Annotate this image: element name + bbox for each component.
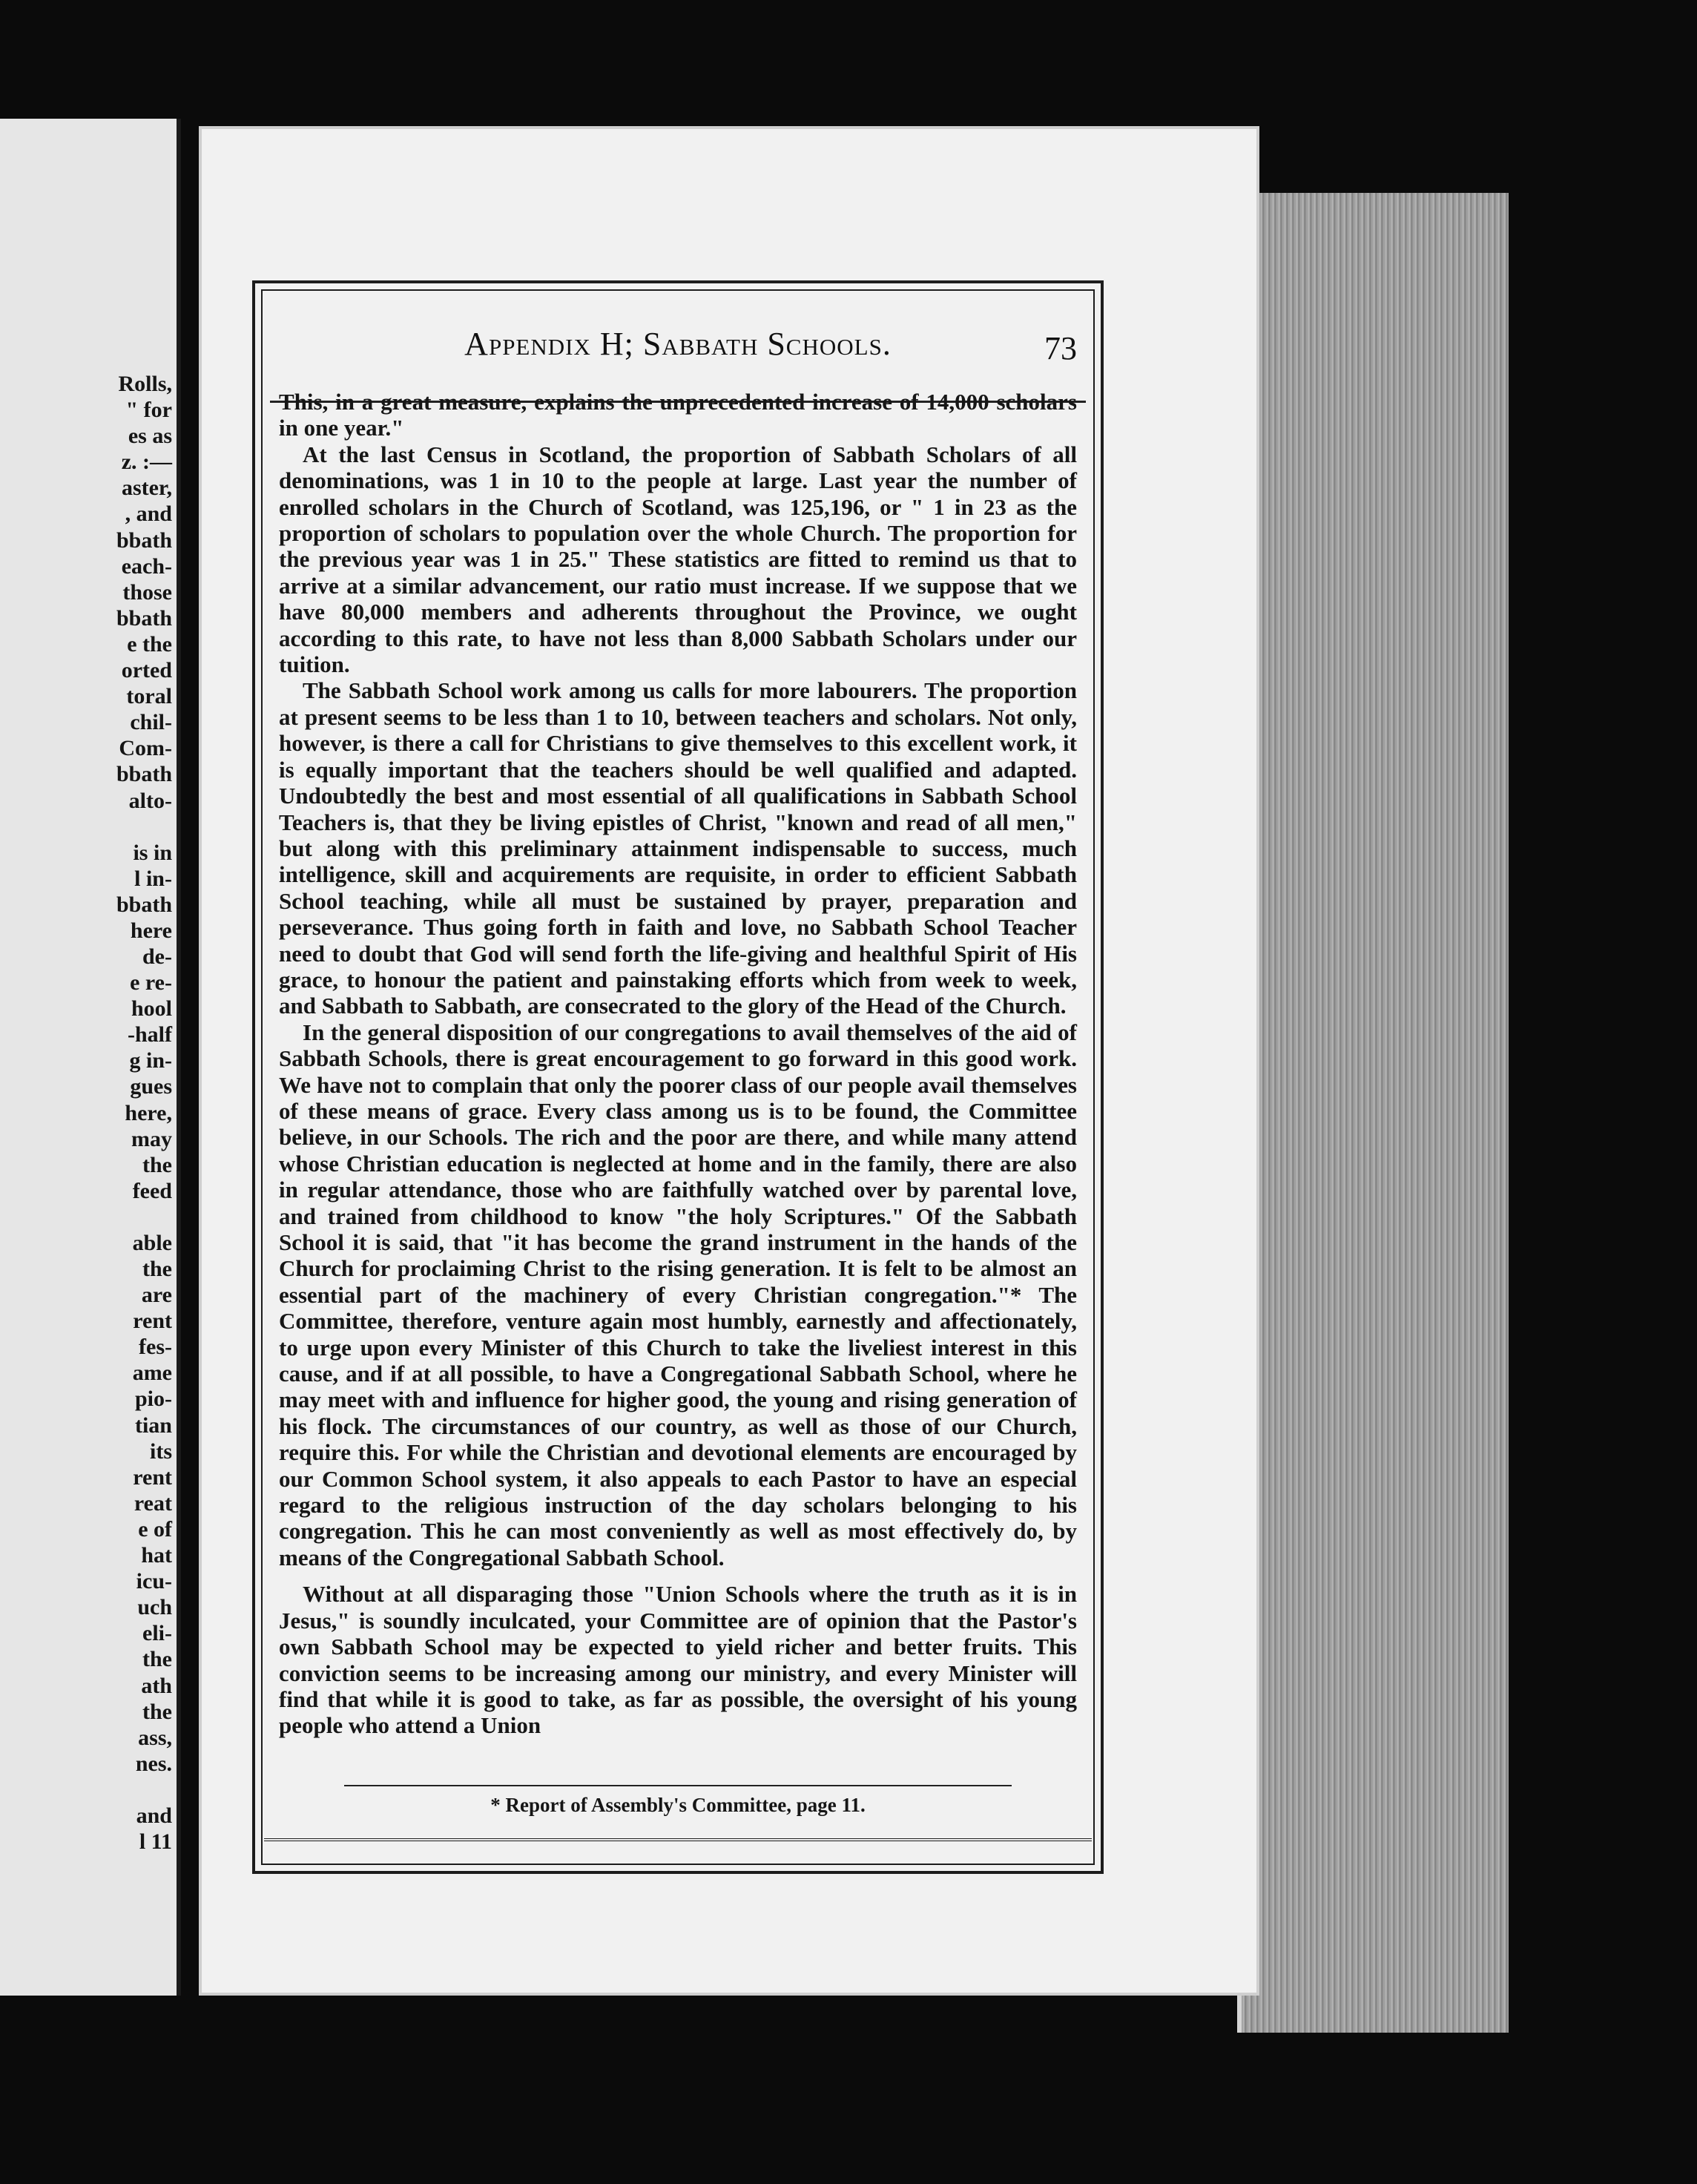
left-page-line: hool xyxy=(131,996,172,1022)
left-page-line: es as xyxy=(128,424,172,449)
page-number: 73 xyxy=(1044,330,1077,366)
left-page-line: e the xyxy=(127,631,172,657)
left-page-line: gues xyxy=(130,1074,172,1099)
left-page-line: aster, xyxy=(121,476,172,501)
running-header: Appendix H; Sabbath Schools. xyxy=(464,326,892,362)
left-page-line: bbath xyxy=(116,762,172,787)
left-page-line: ath xyxy=(141,1673,172,1698)
footnote-rule xyxy=(344,1785,1012,1786)
left-page-line: rent xyxy=(133,1464,172,1490)
left-page-line: each- xyxy=(121,553,172,579)
left-page-line: orted xyxy=(121,658,172,683)
left-page-line: e re- xyxy=(130,970,172,996)
left-page-line: , and xyxy=(125,501,172,527)
left-page-line: e of xyxy=(138,1516,172,1542)
left-page-line: Rolls, xyxy=(118,372,172,396)
left-page-line: able xyxy=(132,1230,172,1255)
left-page-line: here, xyxy=(125,1100,172,1125)
left-page-line: toral xyxy=(126,684,172,709)
paragraph: At the last Census in Scotland, the proportion of Sabbath Scholars of all denominations, was 1 in 10 to the people at large. Last year the number of enrolled scholars in the Church of Scotland, was 125,196, or " 1 in 23 as the proportion of scholars to population over the whole Church. The proportion for the previous year was 1 in 25." These statistics are fitted to remind us that to arrive at a similar advancement, our ratio must increase. If we suppose that we have 80,000 members and adherents throughout the Province, we ought according to this rate, to have not less than 8,000 Sabbath Scholars under our tuition. xyxy=(279,441,1077,678)
left-page-gap xyxy=(16,1777,172,1803)
page-frame xyxy=(252,280,1104,1874)
left-page-text xyxy=(16,371,172,1855)
left-page-line: bbath xyxy=(116,605,172,631)
left-page-line: feed xyxy=(132,1178,172,1203)
left-page-line: z. :— xyxy=(121,450,172,475)
left-page-line: the xyxy=(142,1699,172,1724)
left-page-line: l in- xyxy=(134,866,172,891)
adjacent-left-page xyxy=(0,119,181,1996)
bottom-rule xyxy=(264,1838,1092,1841)
left-page-line: Com- xyxy=(119,736,172,761)
left-page-line: l 11 xyxy=(139,1829,172,1854)
left-page-line: -half xyxy=(128,1022,172,1047)
body-text xyxy=(279,389,1077,1739)
paragraph: The Sabbath School work among us calls for more labourers. The proportion at present seems to be less than 1 to 10, between teachers and scholars. Not only, however, is there a call for Christians to give themselves to this excellent work, it is equally important that the teachers should be well qualified and adapted. Undoubtedly the best and most essential of all qualifications in Sabbath School Teachers is, that they be living epistles of Christ, "known and read of all men," but along with this preliminary attainment indispensable to success, much intelligence, skill and acquirements are requisite, in order to efficient Sabbath School teaching, while all must be sustained by prayer, preparation and perseverance. Thus going forth in faith and love, no Sabbath School Teacher need to doubt that God will send forth the life-giving and healthful Spirit of His grace, to honour the patient and painstaking efforts which from week to week, and Sabbath to Sabbath, are consecrated to the glory of the Head of the Church. xyxy=(279,677,1077,1019)
left-page-line: chil- xyxy=(130,710,172,735)
left-page-line: bbath xyxy=(116,527,172,553)
paragraph: This, in a great measure, explains the unprecedented increase of 14,000 scholars in one year." xyxy=(279,389,1077,441)
left-page-line: and xyxy=(136,1803,172,1828)
left-page-line: de- xyxy=(142,944,172,969)
left-page-line: pio- xyxy=(134,1387,172,1412)
left-page-gap xyxy=(16,814,172,840)
left-page-gap xyxy=(16,1204,172,1230)
left-page-line: here xyxy=(130,918,172,943)
left-page-line: may xyxy=(131,1126,172,1151)
left-page-line: bbath xyxy=(116,892,172,917)
left-page-line: ame xyxy=(132,1361,172,1386)
book-page-edges xyxy=(1237,193,1509,2033)
left-page-line: the xyxy=(142,1647,172,1672)
footnote: * Report of Assembly's Committee, page 11. xyxy=(490,1794,866,1816)
left-page-line: ass, xyxy=(138,1725,172,1750)
left-page-line: eli- xyxy=(142,1621,172,1646)
left-page-line: its xyxy=(150,1438,172,1464)
paragraph: In the general disposition of our congregations to avail themselves of the aid of Sabbath Schools, there is great encouragement to go forward in this good work. We have not to complain that only the poorer class of our people avail themselves of these means of grace. Every class among us is to be found, the Committee believe, in our Schools. The rich and the poor are there, and while many attend whose Christian education is neglected at home and in the family, there are also in regular attendance, those who are faithfully watched over by parental love, and trained from childhood to know "the holy Scriptures." Of the Sabbath School it is said, that "it has become the grand instrument in the hands of the Church for proclaiming Christ to the rising generation. It is felt to be almost an essential part of the machinery of every Christian congregation."* The Committee, therefore, venture again most humbly, earnestly and affectionately, to urge upon every Minister of this Church to take the liveliest interest in this cause, and if at all possible, to have a Congregational Sabbath School, where he may meet with and influence for higher good, the young and rising generation of his flock. The circumstances of our country, as well as those of our Church, require this. For while the Christian and devotional elements are encouraged by our Common School system, it also appeals to each Pastor to have an especial regard to the religious instruction of the day scholars belonging to his congregation. This he can most conveniently as well as most effectively do, by means of the Congregational Sabbath School. xyxy=(279,1019,1077,1570)
left-page-line: icu- xyxy=(136,1569,172,1594)
left-page-line: are xyxy=(141,1283,172,1308)
left-page-line: uch xyxy=(137,1595,172,1620)
left-page-line: nes. xyxy=(135,1751,172,1776)
left-page-line: the xyxy=(142,1257,172,1281)
left-page-line: the xyxy=(142,1152,172,1177)
left-page-line: is in xyxy=(133,840,172,865)
left-page-line: hat xyxy=(141,1543,172,1568)
left-page-line: g in- xyxy=(129,1048,172,1073)
left-page-line: tian xyxy=(134,1412,172,1438)
left-page-line: those xyxy=(122,579,172,605)
left-page-line: fes- xyxy=(139,1335,172,1360)
left-page-line: rent xyxy=(133,1309,172,1334)
left-page-line: alto- xyxy=(128,788,172,813)
left-page-line: reat xyxy=(134,1490,172,1516)
paragraph: Without at all disparaging those "Union Schools where the truth as it is in Jesus," is soundly inculcated, your Committee are of opinion that the Pastor's own Sabbath School may be expected to yield richer and better fruits. This conviction seems to be increasing among our ministry, and every Minister will find that while it is good to take, as far as possible, the oversight of his young people who attend a Union xyxy=(279,1581,1077,1739)
left-page-line: " for xyxy=(125,398,172,423)
